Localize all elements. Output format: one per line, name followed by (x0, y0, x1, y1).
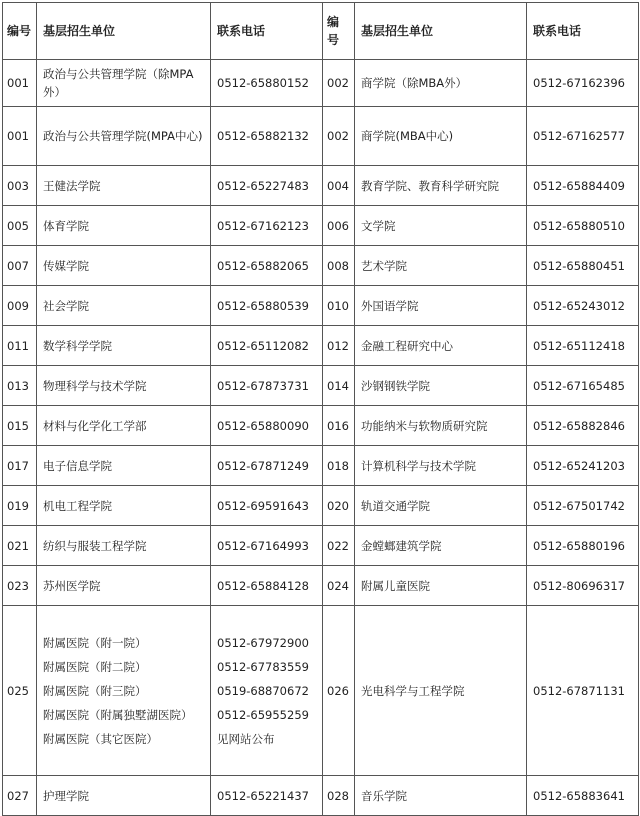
row-number: 014 (323, 366, 355, 406)
row-number: 005 (3, 206, 37, 246)
phone-number: 0512-65880451 (527, 246, 639, 286)
unit-name: 附属医院（附一院） (43, 635, 147, 650)
row-number: 009 (3, 286, 37, 326)
unit-name: 物理科学与技术学院 (37, 366, 211, 406)
phone-number: 0512-67871131 (527, 606, 639, 776)
table-row (3, 107, 639, 166)
phone-number: 0512-65241203 (527, 446, 639, 486)
table-row (3, 446, 639, 486)
phone-number: 0512-65880539 (211, 286, 323, 326)
header-phone-1: 联系电话 (211, 3, 323, 60)
phone-number: 0512-67162396 (527, 60, 639, 107)
unit-name: 沙钢钢铁学院 (355, 366, 527, 406)
phone-number: 0512-67162577 (527, 107, 639, 166)
row-number: 011 (3, 326, 37, 366)
unit-name: 音乐学院 (355, 776, 527, 816)
row-number: 002 (323, 60, 355, 107)
table-row-025 (3, 606, 639, 776)
header-phone-2: 联系电话 (527, 3, 639, 60)
row-number: 013 (3, 366, 37, 406)
phone-number: 0512-65112082 (211, 326, 323, 366)
phone-number: 0512-65955259 (217, 707, 309, 722)
table-row (3, 406, 639, 446)
row-number: 019 (3, 486, 37, 526)
phone-number: 0512-65884409 (527, 166, 639, 206)
row-number: 007 (3, 246, 37, 286)
header-unit-2: 基层招生单位 (355, 3, 527, 60)
unit-name: 机电工程学院 (37, 486, 211, 526)
row-number: 022 (323, 526, 355, 566)
phone-number: 0512-65884128 (211, 566, 323, 606)
phone-number: 0512-65882132 (211, 107, 323, 166)
phone-note: 见网站公布 (217, 731, 275, 746)
unit-name: 电子信息学院 (37, 446, 211, 486)
row-number: 015 (3, 406, 37, 446)
phone-list (211, 606, 323, 776)
header-number-1: 编号 (3, 3, 37, 60)
unit-name: 体育学院 (37, 206, 211, 246)
phone-number: 0512-65883641 (527, 776, 639, 816)
row-number: 021 (3, 526, 37, 566)
unit-name: 社会学院 (37, 286, 211, 326)
table-row (3, 60, 639, 107)
unit-name: 纺织与服装工程学院 (37, 526, 211, 566)
unit-name: 王健法学院 (37, 166, 211, 206)
table-row-027 (3, 776, 639, 816)
phone-number: 0512-67972900 (217, 635, 309, 650)
unit-name: 苏州医学院 (37, 566, 211, 606)
row-number: 027 (3, 776, 37, 816)
header-row (3, 3, 639, 60)
phone-number: 0512-65880196 (527, 526, 639, 566)
row-number: 018 (323, 446, 355, 486)
unit-name: 附属医院（附三院） (43, 683, 147, 698)
row-number: 023 (3, 566, 37, 606)
unit-name: 附属医院（附属独墅湖医院） (43, 707, 193, 722)
unit-name: 附属医院（附二院） (43, 659, 147, 674)
phone-number: 0512-67164993 (211, 526, 323, 566)
phone-number: 0512-80696317 (527, 566, 639, 606)
unit-name: 商学院(MBA中心) (355, 107, 527, 166)
unit-name: 计算机科学与技术学院 (355, 446, 527, 486)
table-row (3, 566, 639, 606)
unit-name: 轨道交通学院 (355, 486, 527, 526)
phone-number: 0512-67165485 (527, 366, 639, 406)
row-number: 008 (323, 246, 355, 286)
row-number: 010 (323, 286, 355, 326)
phone-number: 0512-65880090 (211, 406, 323, 446)
phone-number: 0512-69591643 (211, 486, 323, 526)
header-unit-1: 基层招生单位 (37, 3, 211, 60)
table-row (3, 206, 639, 246)
phone-number: 0512-67783559 (217, 659, 309, 674)
phone-number: 0512-67873731 (211, 366, 323, 406)
phone-number: 0512-65112418 (527, 326, 639, 366)
row-number: 028 (323, 776, 355, 816)
row-number: 024 (323, 566, 355, 606)
phone-number: 0512-65880510 (527, 206, 639, 246)
unit-name: 外国语学院 (355, 286, 527, 326)
unit-name: 政治与公共管理学院（除MPA外） (37, 60, 211, 107)
row-number: 017 (3, 446, 37, 486)
phone-number: 0512-65880152 (211, 60, 323, 107)
phone-number: 0519-68870672 (217, 683, 309, 698)
unit-name: 护理学院 (37, 776, 211, 816)
table-row (3, 166, 639, 206)
unit-name: 数学科学学院 (37, 326, 211, 366)
unit-name: 文学院 (355, 206, 527, 246)
unit-name: 金融工程研究中心 (355, 326, 527, 366)
table-row (3, 246, 639, 286)
unit-name: 商学院（除MBA外） (355, 60, 527, 107)
unit-name: 功能纳米与软物质研究院 (355, 406, 527, 446)
table-row (3, 326, 639, 366)
row-number: 006 (323, 206, 355, 246)
unit-name: 传媒学院 (37, 246, 211, 286)
unit-name-list (37, 606, 211, 776)
row-number: 001 (3, 107, 37, 166)
phone-number: 0512-67871249 (211, 446, 323, 486)
header-number-2: 编号 (323, 3, 355, 60)
phone-number: 0512-65882846 (527, 406, 639, 446)
phone-number: 0512-65221437 (211, 776, 323, 816)
phone-number: 0512-65882065 (211, 246, 323, 286)
row-number: 001 (3, 60, 37, 107)
row-number: 026 (323, 606, 355, 776)
row-number: 012 (323, 326, 355, 366)
row-number: 020 (323, 486, 355, 526)
unit-name: 光电科学与工程学院 (355, 606, 527, 776)
row-number: 004 (323, 166, 355, 206)
unit-name: 附属儿童医院 (355, 566, 527, 606)
unit-name: 艺术学院 (355, 246, 527, 286)
table-row (3, 486, 639, 526)
unit-name: 政治与公共管理学院(MPA中心) (37, 107, 211, 166)
phone-number: 0512-67162123 (211, 206, 323, 246)
phone-number: 0512-65243012 (527, 286, 639, 326)
table-row (3, 366, 639, 406)
unit-name: 金螳螂建筑学院 (355, 526, 527, 566)
unit-name: 教育学院、教育科学研究院 (355, 166, 527, 206)
row-number: 003 (3, 166, 37, 206)
unit-name: 附属医院（其它医院） (43, 731, 158, 746)
unit-name: 材料与化学化工学部 (37, 406, 211, 446)
phone-number: 0512-65227483 (211, 166, 323, 206)
row-number: 016 (323, 406, 355, 446)
table-row (3, 526, 639, 566)
table-row (3, 286, 639, 326)
recruitment-units-table (2, 2, 639, 816)
phone-number: 0512-67501742 (527, 486, 639, 526)
row-number: 002 (323, 107, 355, 166)
row-number: 025 (3, 606, 37, 776)
